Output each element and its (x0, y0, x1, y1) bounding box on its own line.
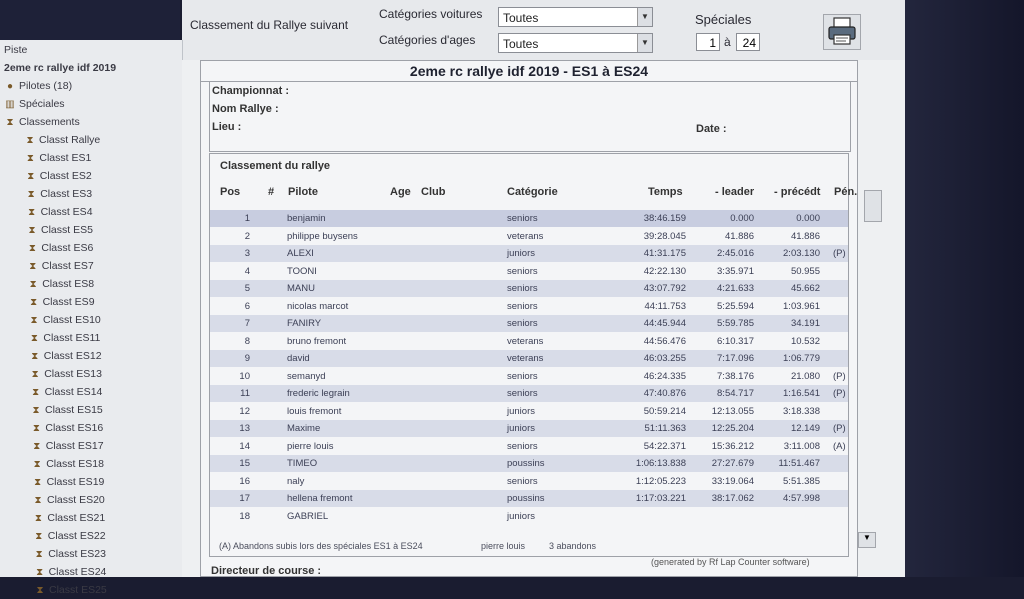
cell-precedent: 5:51.385 (783, 475, 820, 487)
report-area (182, 60, 905, 577)
table-row (210, 508, 848, 525)
trophy-icon: ⧗ (28, 243, 36, 254)
cell-temps: 43:07.792 (643, 283, 686, 294)
nom-rallye-label: Nom Rallye : (212, 103, 279, 115)
cell-precedent: 41.886 (790, 230, 820, 242)
trophy-icon: ⧗ (31, 351, 39, 362)
trophy-icon: ⧗ (35, 549, 43, 560)
trophy-icon: ⧗ (6, 117, 14, 128)
cell-pilote: louis fremont (287, 405, 342, 417)
cell-precedent: 50.955 (790, 265, 820, 277)
cell-temps: 39:28.045 (643, 230, 686, 242)
tree-item[interactable] (24, 132, 100, 149)
trophy-icon: ⧗ (31, 369, 39, 380)
cell-categorie: veterans (507, 353, 544, 364)
trophy-icon: ⧗ (30, 297, 38, 308)
table-row (210, 403, 848, 420)
cell-pen (833, 298, 853, 315)
tree-item[interactable] (34, 564, 107, 581)
tree-item-label: Classt ES14 (44, 386, 103, 398)
cell-pos: 10 (239, 370, 250, 382)
tree-item-label: Classt ES20 (47, 494, 105, 506)
trophy-icon: ⧗ (30, 333, 38, 344)
voitures-select[interactable] (498, 7, 653, 27)
tree-item[interactable] (4, 96, 65, 113)
table-row (210, 280, 848, 297)
lieu-label: Lieu : (212, 121, 242, 133)
cell-pilote: GABRIEL (287, 510, 329, 522)
tree-item[interactable] (26, 222, 93, 239)
tree-item-label: Classt ES4 (40, 206, 93, 218)
special-icon: ▥ (5, 99, 15, 110)
tree-item-label: Classt ES17 (45, 440, 104, 452)
cell-temps: 38:46.159 (643, 213, 686, 224)
cell-pilote: pierre louis (287, 440, 334, 452)
cell-leader: 0.000 (730, 213, 754, 224)
cell-pilote: benjamin (287, 213, 326, 224)
cell-leader: 41.886 (724, 230, 754, 242)
trophy-icon: ⧗ (36, 585, 44, 596)
tree-item-label: Classt ES9 (42, 296, 95, 308)
tree-item[interactable] (4, 114, 80, 131)
table-row (210, 210, 848, 227)
table-row (210, 350, 848, 367)
cell-leader: 12:25.204 (711, 423, 754, 434)
header-toolbar (182, 0, 905, 60)
header-title: Classement du Rallye suivant (190, 18, 349, 32)
cell-pos: 15 (239, 458, 250, 469)
trophy-icon: ⧗ (34, 495, 42, 506)
tree-item-label: Classt ES2 (39, 170, 92, 182)
cell-temps (630, 508, 686, 525)
tree-item[interactable] (27, 258, 94, 275)
voitures-label: Catégories voitures (379, 7, 483, 21)
cell-categorie: seniors (507, 388, 538, 399)
print-button[interactable] (823, 14, 861, 50)
tree-item-label: Classt ES7 (41, 260, 94, 272)
generated-note: (generated by Rf Lap Counter software) (651, 557, 810, 567)
trophy-icon: ⧗ (26, 135, 34, 146)
table-row (210, 490, 848, 507)
trophy-icon: ⧗ (32, 405, 40, 416)
trophy-icon: ⧗ (34, 477, 42, 488)
tree-item[interactable] (30, 420, 103, 437)
cell-precedent: 21.080 (790, 370, 820, 382)
tree-item[interactable] (4, 78, 72, 95)
cell-leader: 8:54.717 (717, 388, 754, 399)
tree-item-label: Classt ES11 (43, 332, 101, 344)
tree-item-label: Classt ES15 (45, 404, 103, 416)
tree-item-label: Classt ES5 (41, 224, 93, 236)
cell-pen: (P) (833, 248, 846, 259)
tree-item[interactable] (29, 366, 102, 383)
table-row (210, 473, 848, 490)
tree-item[interactable] (28, 330, 100, 347)
col-pilote: Pilote (288, 186, 318, 198)
cell-precedent: 45.662 (790, 283, 820, 294)
footnote-name: pierre louis (481, 541, 526, 551)
cell-pen (833, 455, 853, 472)
col-pos: Pos (220, 186, 241, 198)
report-title: 2eme rc rallye idf 2019 - ES1 à ES24 (201, 61, 857, 82)
col-precedent: - précédt (774, 186, 821, 198)
cell-leader: 5:59.785 (717, 318, 754, 329)
tree-item[interactable] (26, 240, 93, 257)
cell-pilote: bruno fremont (287, 335, 347, 347)
tree-item[interactable] (30, 384, 103, 401)
printer-icon (824, 15, 860, 49)
cell-categorie: veterans (507, 230, 544, 242)
tree-item-label: Classt ES23 (48, 548, 106, 560)
results-table (209, 153, 858, 557)
tree-item-label: Classt ES13 (44, 368, 102, 380)
cell-pilote: frederic legrain (287, 388, 350, 399)
col-leader: - leader (715, 186, 755, 198)
cell-pen (833, 210, 853, 227)
cell-pilote: semanyd (287, 370, 326, 382)
col-num: # (268, 186, 275, 198)
tree-item-label: Piste (4, 44, 28, 56)
cell-pen: (P) (833, 423, 846, 434)
cell-pen (833, 228, 853, 245)
trophy-icon: ⧗ (29, 261, 37, 272)
cell-categorie: veterans (507, 335, 544, 347)
trophy-icon: ⧗ (28, 225, 36, 236)
tree-item-label: 2eme rc rallye idf 2019 (4, 62, 117, 74)
cell-categorie: juniors (507, 248, 535, 259)
cell-temps: 1:06:13.838 (635, 458, 686, 469)
cell-precedent: 0.000 (796, 213, 820, 224)
trophy-icon: ⧗ (26, 153, 34, 164)
trophy-icon: ⧗ (34, 513, 42, 524)
ages-select[interactable] (498, 33, 653, 53)
director-label: Directeur de course : (211, 565, 322, 577)
cell-leader: 12:13.055 (711, 405, 754, 417)
cell-temps: 44:56.476 (643, 335, 686, 347)
tree-item-label: Classt ES24 (48, 566, 107, 578)
col-pen: Pén. (834, 186, 858, 198)
cell-temps: 54:22.371 (643, 440, 686, 452)
cell-leader: 33:19.064 (711, 475, 754, 487)
cell-categorie: juniors (507, 405, 535, 417)
cell-pilote: philippe buysens (287, 230, 358, 242)
cell-categorie: poussins (507, 458, 545, 469)
cell-categorie: seniors (507, 318, 538, 329)
scrollbar-thumb[interactable] (864, 190, 882, 222)
cell-pilote: Maxime (287, 423, 321, 434)
cell-pen (833, 490, 853, 507)
cell-categorie: poussins (507, 493, 545, 504)
cell-pos: 6 (244, 300, 250, 312)
cell-categorie: seniors (507, 370, 538, 382)
tree-item-label: Classt ES16 (45, 422, 104, 434)
cell-precedent: 3:18.338 (783, 405, 820, 417)
cell-precedent: 2:03.130 (783, 248, 820, 259)
cell-pen (833, 403, 853, 420)
cell-pilote: hellena fremont (287, 493, 353, 504)
tree-item[interactable] (33, 528, 106, 545)
tree-item-label: Classt ES22 (47, 530, 106, 542)
trophy-icon: ⧗ (32, 387, 40, 398)
table-row (210, 315, 848, 332)
tree-item[interactable] (4, 60, 116, 77)
cell-temps: 1:17:03.221 (635, 493, 686, 504)
trophy-icon: ⧗ (35, 531, 43, 542)
cell-leader: 15:36.212 (711, 440, 754, 452)
cell-pen (833, 350, 853, 367)
cell-categorie: juniors (507, 423, 535, 434)
cell-pen: (A) (833, 440, 846, 452)
col-temps: Temps (648, 186, 683, 198)
tree-item[interactable] (30, 402, 103, 419)
tree-item-label: Classt ES3 (40, 188, 93, 200)
cell-pen: (P) (833, 370, 846, 382)
tree-item[interactable] (25, 186, 92, 203)
cell-pos: 18 (239, 510, 250, 522)
table-row (210, 333, 848, 350)
cell-categorie: seniors (507, 265, 538, 277)
info-box (209, 81, 851, 152)
cell-temps: 47:40.876 (643, 388, 686, 399)
chevron-down-icon[interactable]: ▼ (637, 8, 652, 26)
tree-item-label: Pilotes (18) (19, 80, 73, 92)
trophy-icon: ⧗ (30, 315, 38, 326)
cell-precedent: 4:57.998 (783, 493, 820, 504)
ages-label: Catégories d'ages (379, 33, 476, 47)
footnote-count: 3 abandons (549, 541, 597, 551)
cell-temps: 46:03.255 (643, 353, 686, 364)
table-row (210, 298, 848, 315)
cell-leader: 4:21.633 (717, 283, 754, 294)
cell-categorie: seniors (507, 440, 538, 452)
cell-leader (690, 508, 754, 525)
tree-item-label: Classt ES6 (41, 242, 94, 254)
cell-leader: 3:35.971 (717, 265, 754, 277)
cell-temps: 41:31.175 (643, 248, 686, 259)
table-row (210, 385, 848, 402)
report-panel (200, 60, 858, 577)
cell-pos: 3 (244, 248, 250, 259)
cell-precedent: 1:06.779 (783, 353, 820, 364)
cell-pos: 1 (244, 213, 250, 224)
cell-precedent: 1:16.541 (783, 388, 820, 399)
tree-item-label: Classt ES21 (47, 512, 106, 524)
tree-item-label: Classt ES1 (39, 152, 92, 164)
trophy-icon: ⧗ (33, 441, 41, 452)
cell-leader: 38:17.062 (711, 493, 754, 504)
tree-item[interactable] (27, 276, 94, 293)
cell-leader: 2:45.016 (717, 248, 754, 259)
footnote-text: (A) Abandons subis lors des spéciales ES1 à ES24 (219, 541, 423, 551)
trophy-icon: ⧗ (32, 423, 40, 434)
cell-categorie: seniors (507, 300, 538, 312)
cell-temps: 44:11.753 (644, 300, 686, 312)
cell-pen (833, 315, 853, 332)
cell-precedent: 10.532 (790, 335, 820, 347)
cell-pilote: FANIRY (287, 318, 322, 329)
table-row (210, 228, 848, 245)
scroll-down-button[interactable]: ▼ (858, 532, 876, 548)
cell-pen (833, 333, 853, 350)
cell-leader: 7:38.176 (717, 370, 754, 382)
cell-pos: 13 (239, 423, 250, 434)
spec-from-input[interactable]: 1 (696, 33, 720, 51)
cell-pos: 7 (244, 318, 250, 329)
cell-pilote: david (287, 353, 310, 364)
table-row (210, 245, 848, 262)
date-label: Date : (696, 123, 727, 135)
cell-pen (833, 280, 853, 297)
cell-temps: 51:11.363 (644, 423, 686, 434)
tree-item[interactable] (24, 150, 91, 167)
cell-temps: 42:22.130 (643, 265, 686, 277)
ages-select-value: Toutes (503, 37, 539, 51)
tree-item[interactable] (31, 438, 104, 455)
tree-item-label: Classt ES10 (43, 314, 101, 326)
cell-pos: 9 (244, 353, 250, 364)
pilot-icon: ● (6, 81, 14, 92)
tree-item[interactable] (26, 204, 93, 221)
voitures-select-value: Toutes (503, 11, 539, 25)
cell-leader: 27:27.679 (711, 458, 754, 469)
cell-precedent: 11:51.467 (778, 458, 820, 469)
section-title: Classement du rallye (220, 160, 331, 172)
table-row (210, 438, 848, 455)
cell-pilote: MANU (287, 283, 315, 294)
screen-bezel-right (905, 0, 1024, 577)
tree-item[interactable] (29, 348, 102, 365)
cell-precedent: 1:03.961 (783, 300, 820, 312)
tree-item-label: Classt Rallye (39, 134, 101, 146)
table-row (210, 368, 848, 385)
col-age: Age (390, 186, 411, 198)
tree-item-label: Classt ES25 (49, 584, 107, 596)
tree-item-label: Classements (19, 116, 80, 128)
trophy-icon: ⧗ (27, 189, 35, 200)
col-club: Club (421, 186, 446, 198)
speciales-label: Spéciales (695, 12, 752, 27)
spec-separator: à (724, 35, 731, 49)
cell-leader: 5:25.594 (717, 300, 754, 312)
tree-item[interactable] (31, 456, 104, 473)
cell-pilote: naly (287, 475, 305, 487)
cell-pen (833, 263, 853, 280)
cell-categorie: seniors (507, 475, 538, 487)
cell-categorie: juniors (507, 510, 535, 522)
tree-item-label: Classt ES19 (46, 476, 105, 488)
cell-pos: 8 (244, 335, 250, 347)
cell-pen: (P) (833, 388, 846, 399)
cell-temps: 1:12:05.223 (635, 475, 686, 487)
tree-item[interactable] (4, 42, 27, 59)
cell-temps: 44:45.944 (643, 318, 686, 329)
cell-precedent: 34.191 (790, 318, 820, 329)
trophy-icon: ⧗ (36, 567, 44, 578)
cell-precedent (758, 508, 820, 525)
tree-item-label: Classt ES8 (42, 278, 95, 290)
cell-pilote: TIMEO (287, 458, 318, 469)
tree-item[interactable] (32, 492, 105, 509)
tree-item[interactable] (34, 582, 107, 599)
trophy-icon: ⧗ (29, 279, 37, 290)
cell-pilote: nicolas marcot (287, 300, 349, 312)
table-row (210, 455, 848, 472)
trophy-icon: ⧗ (27, 171, 35, 182)
sidebar-tree (0, 40, 183, 596)
trophy-icon: ⧗ (33, 459, 41, 470)
cell-pos: 14 (239, 440, 250, 452)
tree-item-label: Classt ES12 (43, 350, 102, 362)
cell-precedent: 3:11.008 (783, 440, 820, 452)
tree-item[interactable] (33, 546, 106, 563)
cell-pos: 17 (239, 493, 250, 504)
tree-item-label: Classt ES18 (46, 458, 104, 470)
table-row (210, 263, 848, 280)
cell-leader: 7:17.096 (717, 353, 754, 364)
cell-pen (833, 473, 853, 490)
tree-item[interactable] (28, 312, 101, 329)
championnat-label: Championnat : (212, 85, 289, 97)
tree-item-label: Spéciales (19, 98, 65, 110)
tree-item[interactable] (28, 294, 95, 311)
cell-pilote: ALEXI (287, 248, 314, 259)
cell-precedent: 12.149 (790, 423, 820, 434)
tree-item[interactable] (25, 168, 92, 185)
tree-item[interactable] (32, 474, 105, 491)
cell-pos: 11 (240, 388, 250, 399)
cell-pos: 12 (239, 405, 250, 417)
spec-to-input[interactable]: 24 (736, 33, 760, 51)
cell-pos: 16 (239, 475, 250, 487)
cell-pos: 5 (244, 283, 250, 294)
cell-categorie: seniors (507, 213, 538, 224)
cell-temps: 46:24.335 (643, 370, 686, 382)
chevron-down-icon[interactable]: ▼ (637, 34, 652, 52)
cell-pilote: TOONI (287, 265, 317, 277)
table-row (210, 420, 848, 437)
cell-categorie: seniors (507, 283, 538, 294)
cell-pen (833, 508, 853, 525)
cell-pos: 2 (244, 230, 250, 242)
col-categorie: Catégorie (507, 186, 558, 198)
cell-temps: 50:59.214 (643, 405, 686, 417)
tree-item[interactable] (32, 510, 105, 527)
cell-pos: 4 (244, 265, 250, 277)
trophy-icon: ⧗ (28, 207, 36, 218)
cell-leader: 6:10.317 (717, 335, 754, 347)
